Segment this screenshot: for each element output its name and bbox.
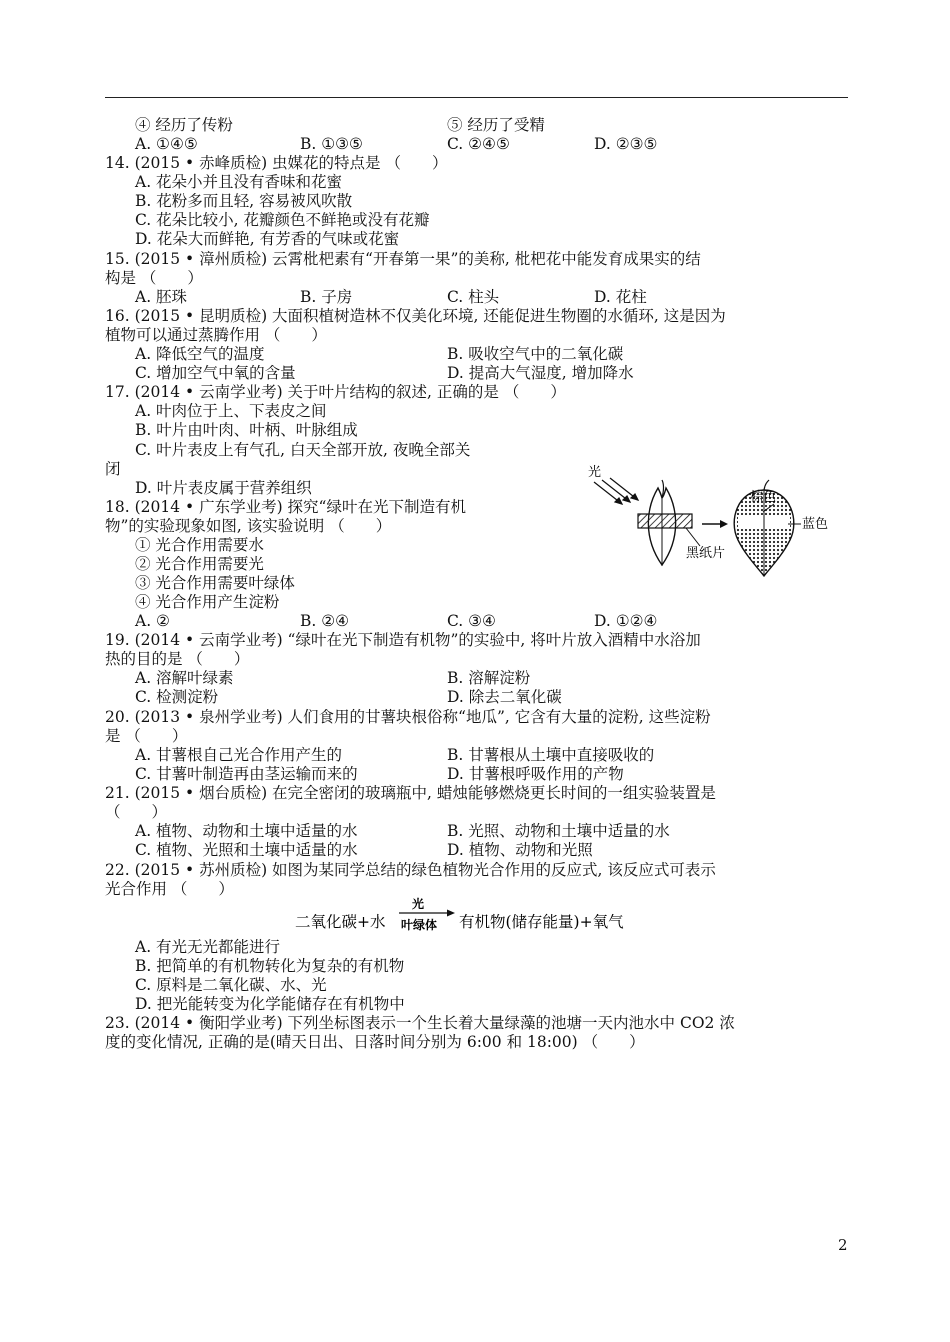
q16-option-c: C. 增加空气中氧的含量 (135, 364, 296, 382)
q16-option-b: B. 吸收空气中的二氧化碳 (447, 345, 624, 363)
q17-option-c-line2: 闭 (105, 460, 121, 478)
q20-option-d: D. 甘薯根呼吸作用的产物 (447, 765, 624, 783)
leaf-experiment-figure (588, 460, 848, 585)
black-paper-label: 黑纸片 (686, 546, 726, 561)
equation-condition-light: 光 (412, 897, 425, 911)
q15-stem-line2: 构是 （ ） (105, 269, 203, 287)
q15-stem-line1: 15. (2015 • 漳州质检) 云霄枇杷素有“开春第一果”的美称, 枇杷花中能发育成果实的结 (105, 250, 701, 268)
q18-option-b: B. ②④ (300, 612, 350, 630)
q22-option-d: D. 把光能转变为化学能储存在有机物中 (135, 995, 405, 1013)
q13-statement-5: ⑤ 经历了受精 (447, 116, 545, 134)
page-number: 2 (838, 1236, 848, 1254)
q19-stem-line2: 热的目的是 （ ） (105, 650, 250, 668)
light-label: 光 (588, 465, 602, 480)
q15-option-d: D. 花柱 (594, 288, 647, 306)
q19-option-d: D. 除去二氧化碳 (447, 688, 562, 706)
q22-stem-line2: 光合作用 （ ） (105, 880, 234, 898)
q18-statement-4: ④ 光合作用产生淀粉 (135, 593, 280, 611)
q15-option-a: A. 胚珠 (135, 288, 188, 306)
q13-option-a: A. ①④⑤ (135, 135, 198, 153)
q13-statement-4: ④ 经历了传粉 (135, 116, 233, 134)
q20-option-a: A. 甘薯根自己光合作用产生的 (135, 746, 343, 764)
q17-option-a: A. 叶肉位于上、下表皮之间 (135, 402, 327, 420)
q18-stem-line1: 18. (2014 • 广东学业考) 探究“绿叶在光下制造有机 (105, 498, 466, 516)
equation-reactants: 二氧化碳+水 (295, 913, 386, 931)
q22-option-c: C. 原料是二氧化碳、水、光 (135, 976, 327, 994)
q18-option-d: D. ①②④ (594, 612, 658, 630)
q17-option-c-line1: C. 叶片表皮上有气孔, 白天全部开放, 夜晚全部关 (135, 441, 471, 459)
q16-stem-line1: 16. (2015 • 昆明质检) 大面积植树造林不仅美化环境, 还能促进生物圈的水循环, 这是因为 (105, 307, 726, 325)
q14-option-a: A. 花朵小并且没有香味和花蜜 (135, 173, 343, 191)
q13-option-c: C. ②④⑤ (447, 135, 510, 153)
q20-stem-line2: 是 （ ） (105, 727, 188, 745)
q21-option-d: D. 植物、动物和光照 (447, 841, 593, 859)
q21-stem-line1: 21. (2015 • 烟台质检) 在完全密闭的玻璃瓶中, 蜡烛能够燃烧更长时间的一组实验装置是 (105, 784, 716, 802)
q22-option-b: B. 把简单的有机物转化为复杂的有机物 (135, 957, 405, 975)
q14-option-b: B. 花粉多而且轻, 容易被风吹散 (135, 192, 353, 210)
q14-stem: 14. (2015 • 赤峰质检) 虫媒花的特点是 （ ） (105, 154, 448, 172)
q22-option-a: A. 有光无光都能进行 (135, 938, 281, 956)
q21-option-c: C. 植物、光照和土壤中适量的水 (135, 841, 358, 859)
q20-option-b: B. 甘薯根从土壤中直接吸收的 (447, 746, 655, 764)
q23-stem-line1: 23. (2014 • 衡阳学业考) 下列坐标图表示一个生长着大量绿藻的池塘一天内池水中 CO2 浓 (105, 1014, 735, 1032)
q15-option-c: C. 柱头 (447, 288, 500, 306)
q13-option-b: B. ①③⑤ (300, 135, 363, 153)
q19-stem-line1: 19. (2014 • 云南学业考) “绿叶在光下制造有机物”的实验中, 将叶片放入酒精中水浴加 (105, 631, 701, 649)
q15-option-b: B. 子房 (300, 288, 353, 306)
q19-option-a: A. 溶解叶绿素 (135, 669, 234, 687)
q21-stem-line2: （ ） (105, 803, 168, 821)
q18-statement-3: ③ 光合作用需要叶绿体 (135, 574, 295, 592)
photosynthesis-equation (295, 893, 715, 937)
q16-option-a: A. 降低空气的温度 (135, 345, 265, 363)
q18-statement-1: ① 光合作用需要水 (135, 536, 264, 554)
header-rule (105, 97, 848, 98)
q16-option-d: D. 提高大气湿度, 增加降水 (447, 364, 634, 382)
q14-option-c: C. 花朵比较小, 花瓣颜色不鲜艳或没有花瓣 (135, 211, 430, 229)
q20-stem-line1: 20. (2013 • 泉州学业考) 人们食用的甘薯块根俗称“地瓜”, 它含有大量的淀粉, 这些淀粉 (105, 708, 711, 726)
q20-option-c: C. 甘薯叶制造再由茎运输而来的 (135, 765, 358, 783)
equation-condition-chloroplast: 叶绿体 (401, 918, 438, 932)
q17-option-b: B. 叶片由叶肉、叶柄、叶脉组成 (135, 421, 358, 439)
q18-statement-2: ② 光合作用需要光 (135, 555, 264, 573)
q18-stem-line2: 物”的实验现象如图, 该实验说明 （ ） (105, 517, 392, 535)
q14-option-d: D. 花朵大而鲜艳, 有芳香的气味或花蜜 (135, 230, 400, 248)
brown-label: 棕色 (750, 490, 777, 505)
blue-label: 蓝色 (802, 517, 829, 532)
q19-option-c: C. 检测淀粉 (135, 688, 219, 706)
q19-option-b: B. 溶解淀粉 (447, 669, 531, 687)
q23-stem-line2: 度的变化情况, 正确的是(晴天日出、日落时间分别为 6:00 和 18:00) （ ） (105, 1033, 645, 1051)
q22-stem-line1: 22. (2015 • 苏州质检) 如图为某同学总结的绿色植物光合作用的反应式, 该反应式可表示 (105, 861, 716, 879)
q13-option-d: D. ②③⑤ (594, 135, 658, 153)
q21-option-a: A. 植物、动物和土壤中适量的水 (135, 822, 358, 840)
q17-stem: 17. (2014 • 云南学业考) 关于叶片结构的叙述, 正确的是 （ ） (105, 383, 566, 401)
q16-stem-line2: 植物可以通过蒸腾作用 （ ） (105, 326, 327, 344)
q18-option-a: A. ② (135, 612, 170, 630)
q21-option-b: B. 光照、动物和土壤中适量的水 (447, 822, 670, 840)
left-leaf-icon (638, 480, 692, 566)
equation-products: 有机物(储存能量)+氧气 (459, 913, 624, 931)
q18-option-c: C. ③④ (447, 612, 496, 630)
q17-option-d: D. 叶片表皮属于营养组织 (135, 479, 312, 497)
light-rays-icon (594, 478, 638, 504)
